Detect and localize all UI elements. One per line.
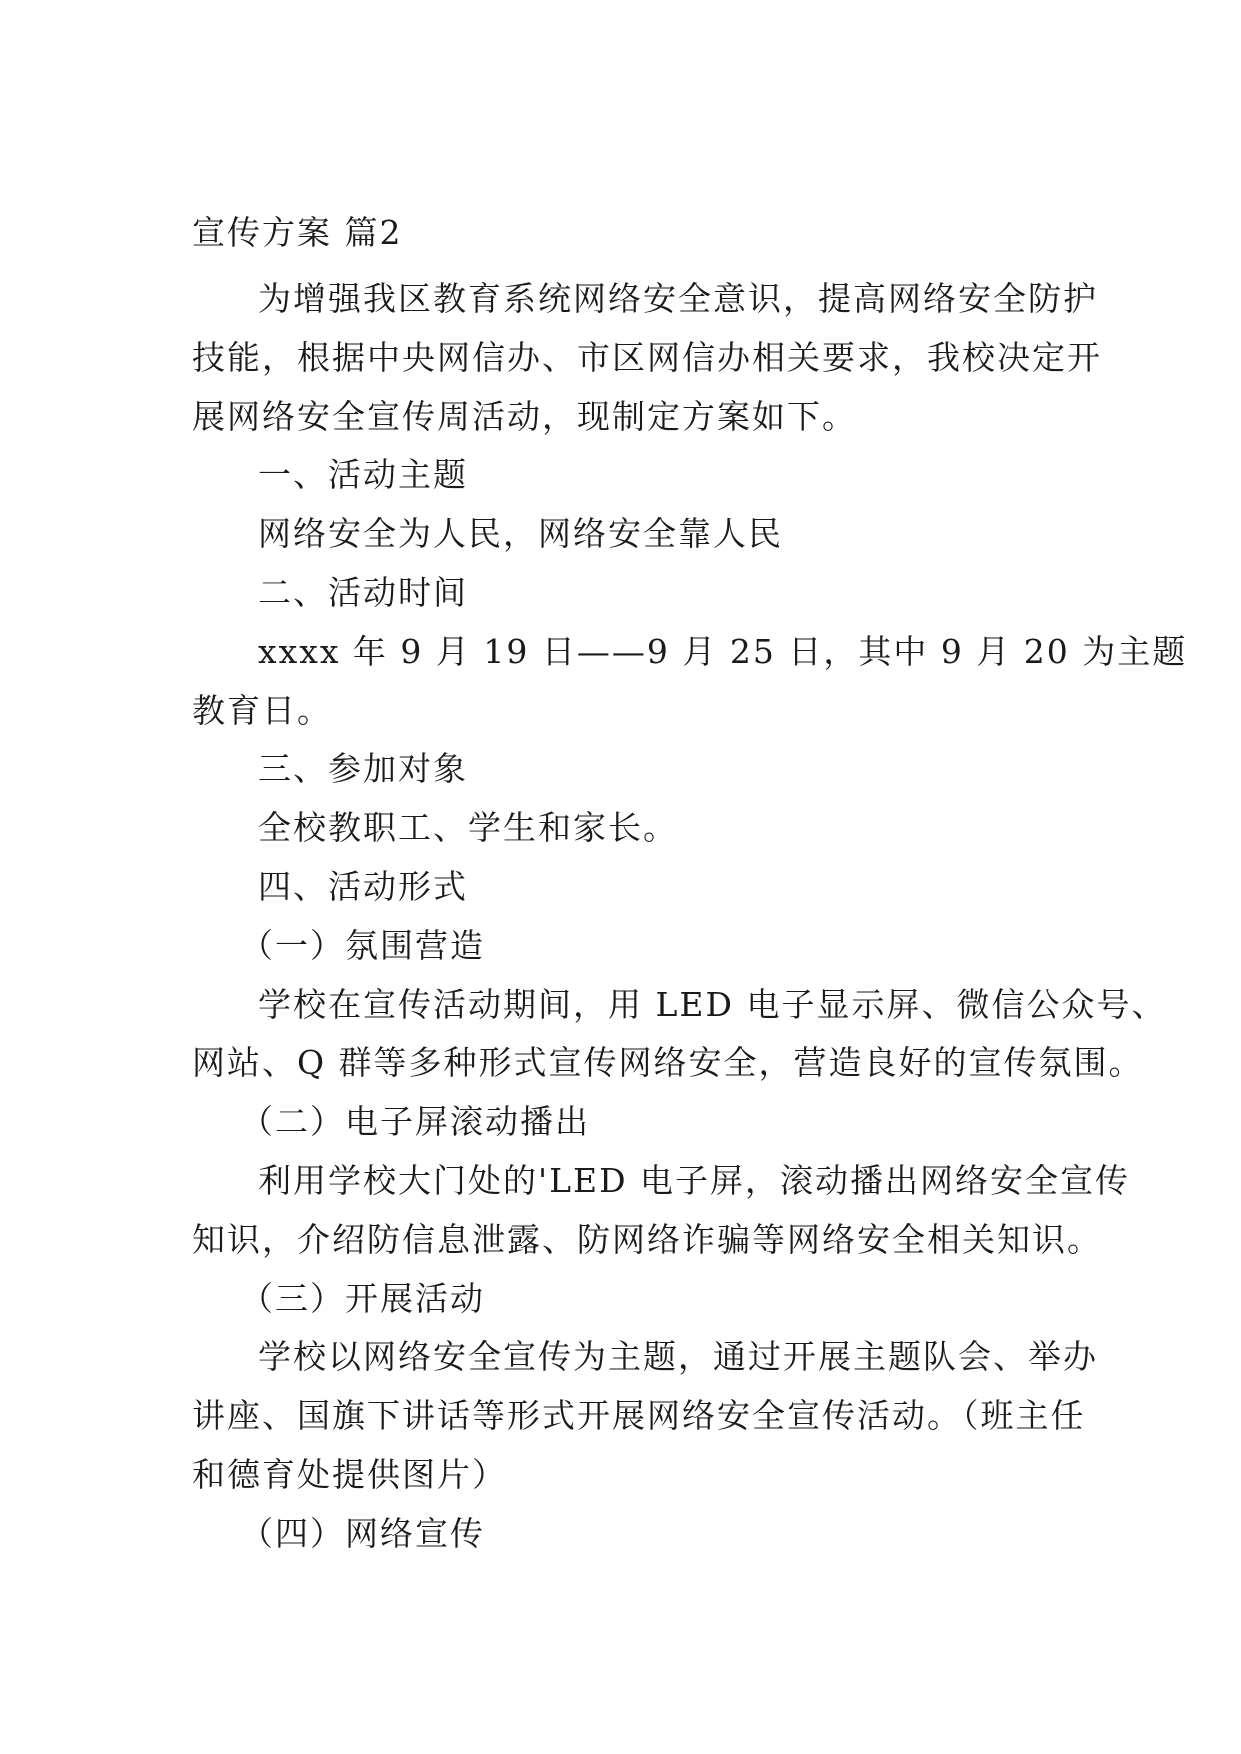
paragraph-screen <box>192 1152 1131 1270</box>
text-line: 为增强我区教育系统网络安全意识，提高网络安全防护 <box>258 279 1098 318</box>
text-line: 学校以网络安全宣传为主题，通过开展主题队会、举办 <box>258 1337 1098 1377</box>
section-heading-participants: 三、参加对象 <box>258 749 468 789</box>
paragraph-theme: 网络安全为人民，网络安全靠人民 <box>258 514 783 554</box>
paragraph-activities <box>192 1328 1098 1504</box>
paragraph-participants: 全校教职工、学生和家长。 <box>258 808 678 848</box>
text-line: 和德育处提供图片） <box>192 1454 507 1494</box>
text-line: 知识，介绍防信息泄露、防网络诈骗等网络安全相关知识。 <box>192 1219 1102 1259</box>
section-heading-time: 二、活动时间 <box>258 572 468 612</box>
text-line: 教育日。 <box>192 690 332 730</box>
text-line: 学校在宣传活动期间，用 LED 电子显示屏、微信公众号、 <box>258 984 1167 1024</box>
subsection-heading-activities: （三）开展活动 <box>240 1278 485 1318</box>
text-line: 利用学校大门处的'LED 电子屏，滚动播出网络安全宣传 <box>258 1160 1131 1200</box>
text-line: xxxx 年 9 月 19 日——9 月 25 日，其中 9 月 20 为主题 <box>258 631 1188 671</box>
text-line: 讲座、国旗下讲话等形式开展网络安全宣传活动。（班主任 <box>192 1396 1086 1436</box>
subsection-heading-screen: （二）电子屏滚动播出 <box>240 1102 590 1142</box>
paragraph-time <box>192 623 1188 741</box>
document-title: 宣传方案 篇2 <box>192 213 403 252</box>
document-body <box>192 213 1188 1564</box>
section-heading-forms: 四、活动形式 <box>258 866 468 906</box>
paragraph-intro <box>192 270 1102 446</box>
section-heading-theme: 一、活动主题 <box>258 455 468 495</box>
subsection-heading-atmosphere: （一）氛围营造 <box>240 925 485 965</box>
text-line: 技能，根据中央网信办、市区网信办相关要求，我校决定开 <box>192 337 1102 377</box>
subsection-heading-online: （四）网络宣传 <box>240 1513 485 1553</box>
text-line: 展网络安全宣传周活动，现制定方案如下。 <box>192 396 857 436</box>
text-line: 网站、Q 群等多种形式宣传网络安全，营造良好的宣传氛围。 <box>192 1043 1144 1083</box>
paragraph-atmosphere <box>192 976 1167 1094</box>
